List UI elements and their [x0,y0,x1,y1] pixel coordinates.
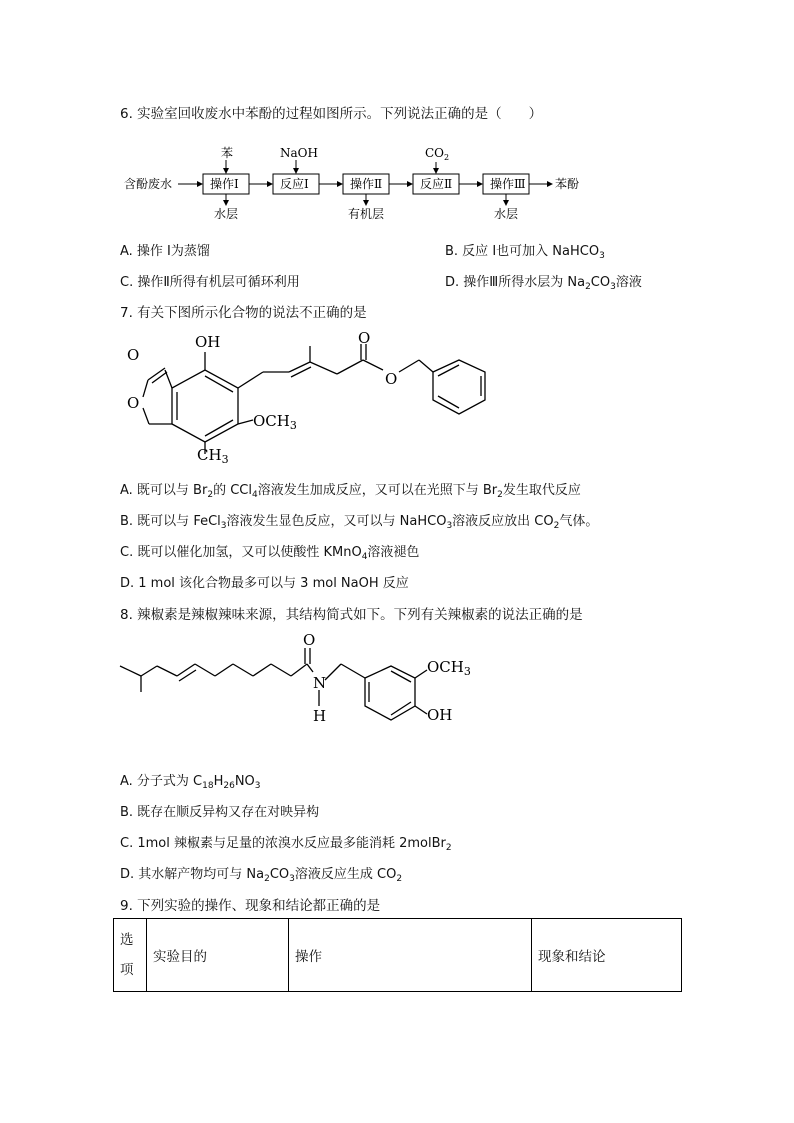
q8-och3: $OCH_3$ [427,658,471,678]
q6-option-d: D. 操作Ⅲ所得水层为 $Na_2CO_3$溶液 [445,275,642,292]
header-purpose: 实验目的 [147,919,289,992]
table-header-row [114,919,682,992]
flow-box3-label: 操作Ⅱ [350,177,383,191]
flow-box1-label: 操作Ⅰ [210,177,239,191]
header-option: 选 项 [114,919,147,992]
header-operation: 操作 [289,919,532,992]
q6-option-c: C. 操作Ⅱ所得有机层可循环利用 [120,275,300,290]
flow-box3-out: 有机层 [348,207,385,221]
q8-option-a: A. 分子式为 $C_{18}H_{26}NO_3$ [120,774,261,791]
flow-box1-in: 苯 [221,146,234,160]
q7-o3: O [358,330,371,347]
q8-option-c: C. 1mol 辣椒素与足量的浓溴水反应最多能消耗 2molBr$_2$ [120,836,452,853]
q7-o1: O [127,346,140,364]
flow-box2-label: 反应Ⅰ [280,177,309,191]
q8-option-d: D. 其水解产物均可与 $Na_2CO_3$溶液反应生成 $CO_2$ [120,867,403,884]
q7-option-a: A. 既可以与 $Br_2$的 CCl$_4$溶液发生加成反应，又可以在光照下与 $Br_2$发生取代反应 [120,483,581,500]
q7-option-c: C. 既可以催化加氢，又可以使酸性 KMnO$_4$溶液褪色 [120,545,420,562]
q7-oh: OH [195,333,221,351]
q7-option-d: D. 1 mol 该化合物最多可以与 3 mol NaOH 反应 [120,576,409,591]
q7-structure [115,330,505,470]
q8-oh: OH [427,706,453,724]
q8-h: H [313,707,327,725]
flow-box4-in: $CO_2$ [425,146,450,162]
flow-start: 含酚废水 [124,177,173,191]
q7-och3: $OCH_3$ [253,412,297,432]
q6-stem: 6. 实验室回收废水中苯酚的过程如图所示。下列说法正确的是（ ） [120,106,543,122]
q6-option-b: B. 反应 Ⅰ也可加入 NaHCO$_3$ [445,244,605,261]
flow-end: 苯酚 [555,177,580,191]
q8-stem: 8. 辣椒素是辣椒辣味来源，其结构简式如下。下列有关辣椒素的说法正确的是 [120,607,583,623]
flow-box4-label: 反应Ⅱ [420,177,453,191]
q8-structure [115,630,475,730]
header-result: 现象和结论 [532,919,682,992]
flow-box2-in: NaOH [280,146,318,160]
flow-box1-out: 水层 [214,207,239,221]
q7-stem: 7. 有关下图所示化合物的说法不正确的是 [120,305,367,321]
q7-ch3: $CH_3$ [197,446,229,466]
q7-o4: O [385,370,398,388]
q9-table [113,918,682,992]
q8-n: N [313,674,327,692]
flow-box5-label: 操作Ⅲ [490,177,526,191]
q6-option-a: A. 操作 Ⅰ为蒸馏 [120,244,210,259]
q6-flow-diagram [118,140,618,226]
q8-o: O [303,631,316,649]
flow-box5-out: 水层 [494,207,519,221]
q7-option-b: B. 既可以与 FeCl$_3$溶液发生显色反应，又可以与 NaHCO$_3$溶液反应放出 $CO_2$气体。 [120,514,599,531]
q8-option-b: B. 既存在顺反异构又存在对映异构 [120,805,320,820]
q7-o2: O [127,394,140,412]
q9-stem: 9. 下列实验的操作、现象和结论都正确的是 [120,898,381,914]
